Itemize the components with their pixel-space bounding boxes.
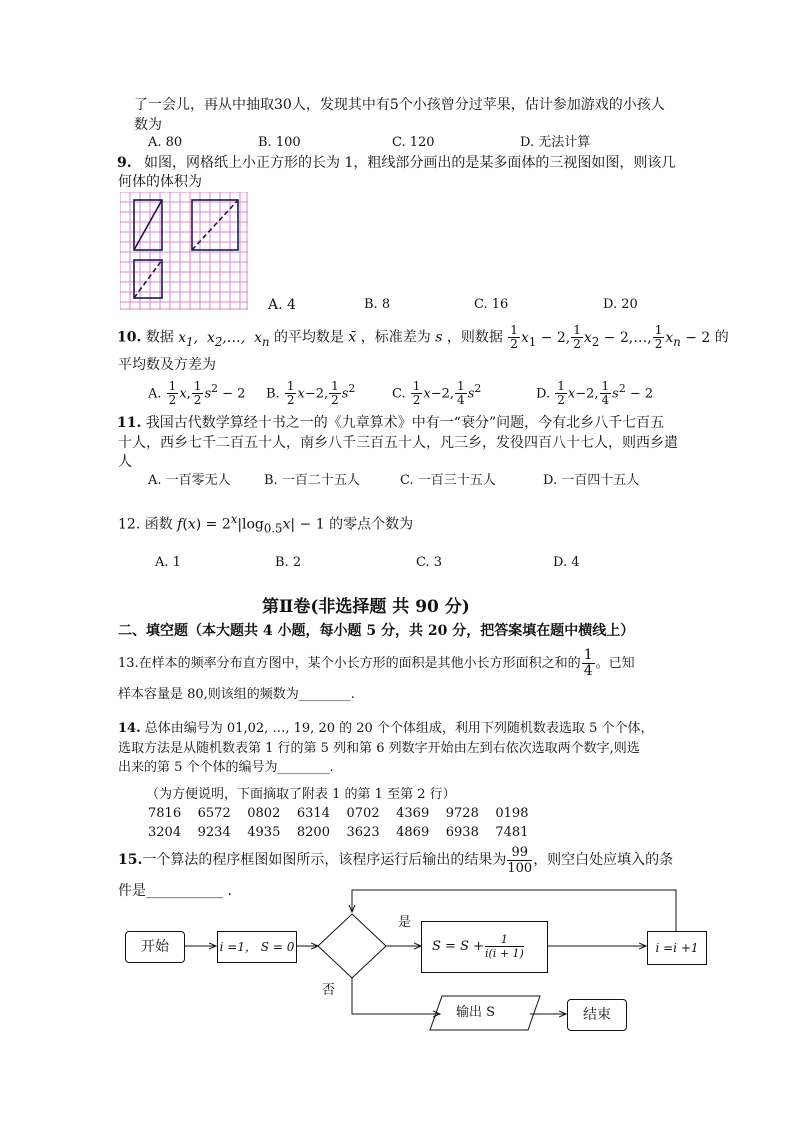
flow-no-label: 否 [322,983,336,998]
flow-start: 开始 [125,931,185,963]
q15-line2: 件是___________ . [118,883,232,899]
q14-line2: 选取方法是从随机数表第 1 行的第 5 列和第 6 列数字开始由左到右依次选取两个数字,则选 [118,741,640,756]
q9-option-b: B. 8 [364,297,391,312]
q8-line2: 数为 [134,117,162,133]
flow-output-label: 输出 S [456,1005,496,1020]
q10-stem [117,323,729,351]
q10-option-c: C. $\frac{1}{2}$ x−2, $\frac{1}{4}$ $s^2$ [392,379,482,408]
flow-assign: S = S + $\frac{1}{i(i + 1)}$ [421,921,548,973]
q10-text-4: ，则数据 [446,329,503,346]
q14-line1: 14. 总体由编号为 01,02, …, 19, 20 的 20 个个体组成，利用下列随机数表选取 5 个个体， [118,721,654,736]
q10-text-5: 的 [714,329,729,346]
q8-option-c: C. 120 [392,135,435,150]
q10-option-d: D. $\frac{1}{2}$ x−2, $\frac{1}{4}$ $s^2 - 2$ [536,379,654,408]
flow-increment: i =i +1 [647,931,707,965]
part2-title: 第Ⅱ卷(非选择题 共 90 分) [262,597,470,617]
q10-option-a: A. $\frac{1}{2}$ x, $\frac{1}{2}$ $s^2 - 2$ [148,379,246,408]
q11-line1: 11. 我国古代数学算经十书之一的《九章算术》中有一“衰分”问题，今有北乡八千七百五 [117,415,665,431]
section-fill-blank: 二、填空题（本大题共 4 小题，每小题 5 分，共 20 分，把答案填在题中横线上） [118,623,635,639]
q11-option-a: A. 一百零无人 [148,473,231,488]
q10-number: 10. [117,329,142,346]
q10-mean-symbol: x̄ [348,329,357,346]
q12-function: f [177,516,183,533]
q9-option-a: A. 4 [268,297,296,313]
q10-text-2: 的平均数是 [273,329,344,346]
q10-sd-symbol: s [435,329,443,346]
decision-diamond [318,914,386,978]
q9-number: 9. [117,155,132,171]
q14-note: （为方便说明，下面摘取了附表 1 的第 1 至第 2 行） [146,787,456,802]
q8-option-b: B. 100 [258,135,301,150]
q11-line3: 人 [118,454,132,470]
q11-option-c: C. 一百三十五人 [400,473,496,488]
q9-option-d: D. 20 [603,297,638,312]
q13-line1: 13.在样本的频率分布直方图中，某个小长方形的面积是其他小长方形面积之和的 $\frac{1}{4}$ 。已知 [118,647,635,679]
flow-yes-label: 是 [398,915,412,930]
random-table-row-2: 3204 9234 4935 8200 3623 4869 6938 7481 [148,825,529,840]
q8-line1: 了一会儿，再从中抽取30人，发现其中有5个小孩曾分过苹果，估计参加游戏的小孩人 [134,97,665,113]
q15-line1: 15.一个算法的程序框图如图所示，该程序运行后输出的结果为 $\frac{99}{100}$ ，则空白处应填入的条 [118,844,674,876]
random-table-row-1: 7816 6572 0802 6314 0702 4369 9728 0198 [148,806,529,821]
q12-option-c: C. 3 [416,555,443,570]
q11-option-b: B. 一百二十五人 [264,473,360,488]
q10-transformed-data: $\frac{1}{2}$ $x_1 - 2$, $\frac{1}{2}$ $x_2$ − 2,…, $\frac{1}{2}$ $x_n - 2$ [510,323,711,351]
q10-data-set: $x_1$, $x_2,\dots$, $x_n$ [178,329,270,349]
q9-line1: 如图，网格纸上小正方形的长为 1，粗线部分画出的是某多面体的三视图如图，则该几 [144,155,676,171]
q12-option-b: B. 2 [275,555,302,570]
q11-option-d: D. 一百四十五人 [543,473,640,488]
q10-option-b: B. $\frac{1}{2}$ x−2, $\frac{1}{2}$ $s^2$ [266,379,356,408]
q11-line2: 十人，西乡七千二百五十人，南乡八千三百五十人，凡三乡，发役四百八十七人，则西乡遣 [118,435,678,451]
q9-option-c: C. 16 [474,297,509,312]
q14-line3: 出来的第 5 个个体的编号为________. [118,760,334,775]
q13-line2: 样本容量是 80,则该组的频数为________. [118,687,355,702]
flow-init: i =1， S = 0 [217,931,297,963]
q12-stem: 12. 函数 $f(x) = 2^x|\log_{0.5}x| - 1$ 的零点个数为 [118,512,414,536]
q12-option-a: A. 1 [155,555,181,570]
q10-text-3: ，标准差为 [360,329,431,346]
flow-end: 结束 [567,999,627,1031]
q9-line2: 何体的体积为 [118,174,202,190]
q10-text-1: 数据 [145,329,174,346]
q8-option-d: D. 无法计算 [520,135,591,150]
three-view-diagram [120,192,248,310]
q10-line2: 平均数及方差为 [118,357,216,373]
q12-option-d: D. 4 [553,555,580,570]
three-view-grid [120,192,248,310]
q8-option-a: A. 80 [148,135,183,150]
